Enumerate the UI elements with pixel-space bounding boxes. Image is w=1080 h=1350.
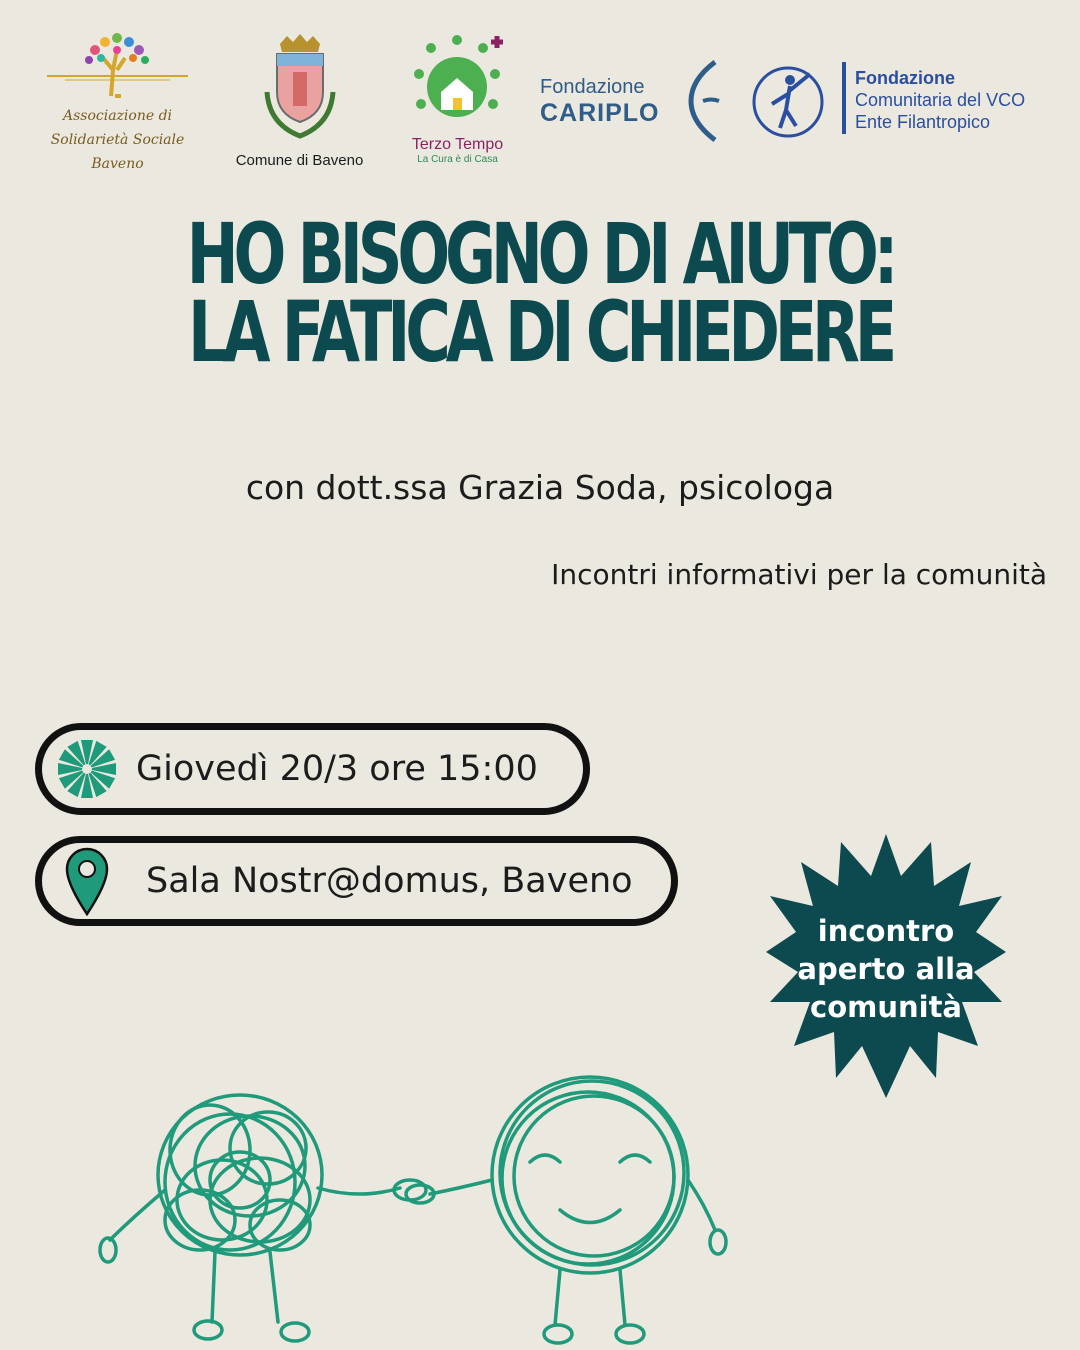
location-pin-icon (64, 846, 110, 916)
terzo-tempo-name: Terzo Tempo (411, 136, 504, 153)
flower-icon (56, 738, 118, 800)
holding-hands-illustration (90, 1070, 740, 1350)
vco-line-2: Comunitaria del VCO (855, 90, 1026, 110)
vco-line-1: Fondazione (855, 68, 955, 88)
open-event-badge (766, 834, 1006, 1098)
terzo-tempo-tag: La Cura è di Casa (417, 154, 498, 165)
date-label: Giovedì 20/3 ore 15:00 (136, 749, 538, 789)
assoc-line-3: Baveno (91, 156, 144, 172)
badge-line-1: incontro (817, 914, 955, 948)
happy-figure (430, 1077, 726, 1343)
comune-logo (222, 32, 377, 169)
vco-line-3: Ente Filantropico (855, 112, 991, 132)
place-label: Sala Nostr@domus, Baveno (146, 861, 633, 901)
handshake (394, 1180, 434, 1203)
assoc-line-2: Solidarietà Sociale (50, 132, 185, 148)
associazione-logo (45, 30, 190, 176)
cariplo-line-1: Fondazione (540, 76, 645, 98)
vco-logo (750, 62, 1060, 142)
cariplo-line-2: CARIPLO (540, 99, 660, 127)
place-pill (35, 836, 678, 926)
tangled-figure (100, 1095, 400, 1341)
title-line-2: LA FATICA DI CHIEDERE (187, 283, 893, 381)
coat-of-arms-icon (255, 32, 345, 142)
title-line-1: HO BISOGNO DI AIUTO: (186, 205, 894, 303)
cariplo-logo (540, 58, 725, 148)
vco-figure-icon (750, 64, 828, 140)
speaker-subtitle: con dott.ssa Grazia Soda, psicologa (245, 468, 835, 507)
info-text: Incontri informativi per la comunità (551, 558, 1047, 591)
assoc-line-1: Associazione di (62, 108, 173, 124)
date-pill (35, 723, 590, 815)
cariplo-symbol-icon (685, 58, 725, 144)
badge-line-2: aperto alla (797, 952, 975, 986)
comune-name: Comune di Baveno (235, 152, 364, 169)
page-title (140, 205, 939, 381)
tree-icon (45, 30, 190, 100)
badge-line-3: comunità (810, 990, 962, 1024)
house-circle-icon (405, 32, 510, 132)
terzo-tempo-logo (400, 32, 515, 165)
